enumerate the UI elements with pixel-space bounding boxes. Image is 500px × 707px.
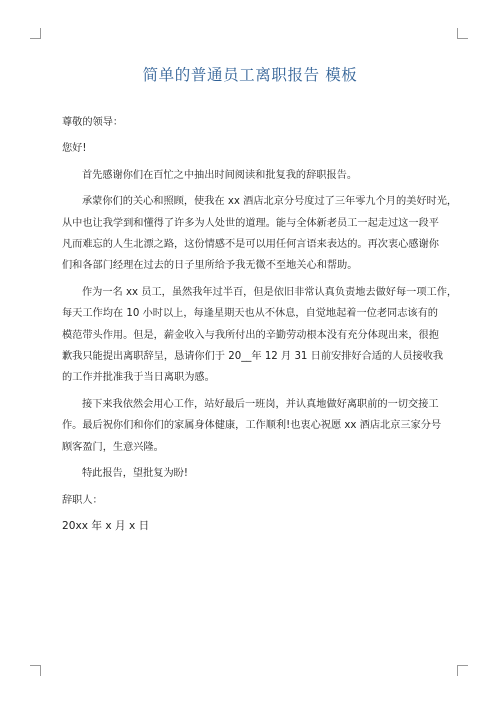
crop-mark-top-right: [457, 28, 468, 39]
document-title: 简单的普通员工离职报告 模板: [142, 66, 358, 84]
paragraph-thanks: [62, 165, 442, 186]
greeting: 您好!: [62, 143, 87, 155]
paragraph-line: 的工作并批准我于当日离职为感。: [62, 372, 215, 384]
paragraph-line: 特此报告，望批复为盼!: [82, 468, 188, 480]
paragraph-line: 凡而难忘的人生北漂之路，这份情感不是可以用任何言语来表达的。再次衷心感谢你: [62, 239, 439, 251]
document-body: [62, 112, 458, 537]
paragraph-line: 承蒙你们的关心和照顾，使我在 xx 酒店北京分号度过了三年零九个月的美好时光，: [82, 196, 458, 208]
paragraph-reason: [62, 282, 458, 389]
paragraph-line: 接下来我依然会用心工作，站好最后一班岗，并认真地做好离职前的一切交接工: [82, 398, 439, 410]
paragraph-line: 顾客盈门，生意兴隆。: [62, 441, 164, 453]
paragraph-handover: [62, 394, 442, 458]
paragraph-gratitude: [62, 191, 458, 277]
crop-mark-bottom-left: [30, 665, 41, 676]
signature-date: 20xx 年 x 月 x 日: [62, 519, 150, 532]
salutation: 尊敬的领导：: [62, 117, 124, 128]
paragraph-line: 首先感谢你们在百忙之中抽出时间阅读和批复我的辞职报告。: [82, 169, 358, 181]
paragraph-line: 歉我只能提出离职辞呈，恳请你们于 20__年 12 月 31 日前安排好合适的人员接收我: [62, 351, 444, 363]
paragraph-line: 作。最后祝你们和你们的家属身体健康，工作顺利!也衷心祝愿 xx 酒店北京三家分号: [62, 420, 442, 432]
paragraph-line: 每天工作均在 10 小时以上，每逢星期天也从不休息，自觉地起着一位老同志该有的: [62, 308, 438, 320]
paragraph-line: 们和各部门经理在过去的日子里所给予我无微不至地关心和帮助。: [62, 260, 358, 272]
paragraph-line: 作为一名 xx 员工，虽然我年过半百，但是依旧非常认真负责地去做好每一项工作，: [82, 286, 458, 298]
paragraph-line: 模范带头作用。但是，薪金收入与我所付出的辛勤劳动根本没有充分体现出来，很抱: [62, 329, 439, 341]
paragraph-closing: [62, 463, 442, 484]
crop-mark-bottom-right: [457, 665, 468, 676]
signature-label: 辞职人：: [62, 494, 103, 506]
crop-mark-top-left: [30, 28, 41, 39]
paragraph-line: 从中也让我学到和懂得了许多为人处世的道理。能与全体新老员工一起走过这一段平: [62, 217, 439, 229]
